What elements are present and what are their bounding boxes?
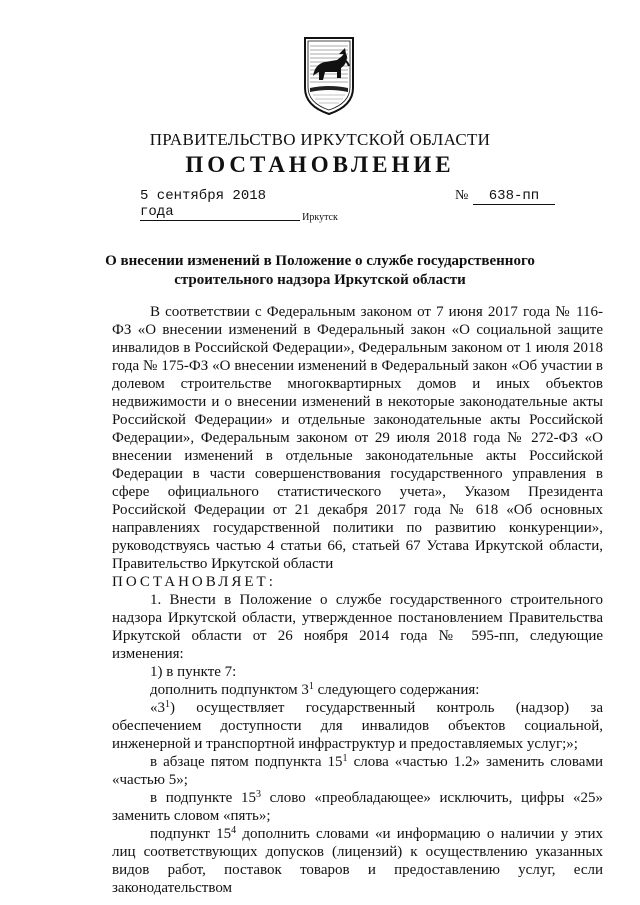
government-title: ПРАВИТЕЛЬСТВО ИРКУТСКОЙ ОБЛАСТИ xyxy=(149,130,491,149)
sup: 3 xyxy=(255,789,261,800)
document-number: 638-пп xyxy=(473,188,555,205)
document-subject: О внесении изменений в Положение о службе государственного строительного надзора Иркутской области xyxy=(105,253,535,288)
text: в подпункте 15 xyxy=(150,790,256,806)
subpoint-15-3 xyxy=(112,789,603,825)
point-7: 1) в пункте 7: xyxy=(150,664,237,680)
subpoint-15-1 xyxy=(112,753,603,789)
sup: 4 xyxy=(231,825,237,836)
text: дополнить словами «и информацию о наличии у этих лиц соответствующих допусков (лицензий) к осуществлению указанных видов работ, поставок товаров и предоставлению услуг, если законодательством xyxy=(112,826,603,896)
subpoint-quote xyxy=(112,699,603,753)
document-type: ПОСТАНОВЛЕНИЕ xyxy=(185,152,455,177)
text: «3 xyxy=(150,700,165,716)
document-body xyxy=(112,303,603,897)
sup: 1 xyxy=(165,699,170,710)
text: слово «преобладающее» исключить, цифры «25» заменить словом «пять»; xyxy=(112,790,603,824)
item-1: 1. Внести в Положение о службе государственного строительного надзора Иркутской области, утвержденное постановлением Правительства Иркутской области от 26 ноября 2014 года № 595-пп, следующие изменения: xyxy=(112,592,603,662)
city: Иркутск xyxy=(302,212,338,223)
text: ) осуществляет государственный контроль (надзор) за обеспечением доступности для инвалидов объектов социальной, инженерной и транспортной инфраструктур и предоставляемых услуг;»; xyxy=(112,700,603,752)
text: слова «частью 1.2» заменить словами «частью 5»; xyxy=(112,754,603,788)
text: в абзаце пятом подпункта 15 xyxy=(150,754,343,770)
text: подпункт 15 xyxy=(150,826,232,842)
preamble: В соответствии с Федеральным законом от 7 июня 2017 года № 116-ФЗ «О внесении изменений в Федеральный закон «О социальной защите инвалидов в Российской Федерации», Федеральным законом от 1 июля 2018 года № 175-ФЗ «О внесении изменений в Федеральный закон «Об участии в долевом строительстве многоквартирных домов и иных объектов недвижимости и о внесении изменений в некоторые законодательные акты Российской Федерации» и отдельные законодательные акты Российской Федерации», Федеральным законом от 29 июля 2018 года № 272-ФЗ «О внесении изменений в отдельные законодательные акты Российской Федерации в части совершенствования государственного управления в сфере официального статистического учета», Указом Президента Российской Федерации от 21 декабря 2017 года № 618 «Об основных направлениях государственной политики по развитию конкуренции», руководствуясь частью 4 статьи 66, статьей 67 Устава Иркутской области, Правительство Иркутской области xyxy=(112,304,603,572)
document-date: 5 сентября 2018 года xyxy=(140,188,300,221)
text: дополнить подпунктом 3 xyxy=(150,682,309,698)
sup: 1 xyxy=(342,753,348,764)
subpoint-add xyxy=(112,681,603,699)
sup: 1 xyxy=(308,681,314,692)
subpoint-15-4 xyxy=(112,825,603,897)
number-sign: № xyxy=(455,188,469,203)
resolves-heading: ПОСТАНОВЛЯЕТ: xyxy=(112,574,276,590)
irkutsk-coat-of-arms-icon xyxy=(301,32,357,118)
text: следующего содержания: xyxy=(313,682,480,698)
